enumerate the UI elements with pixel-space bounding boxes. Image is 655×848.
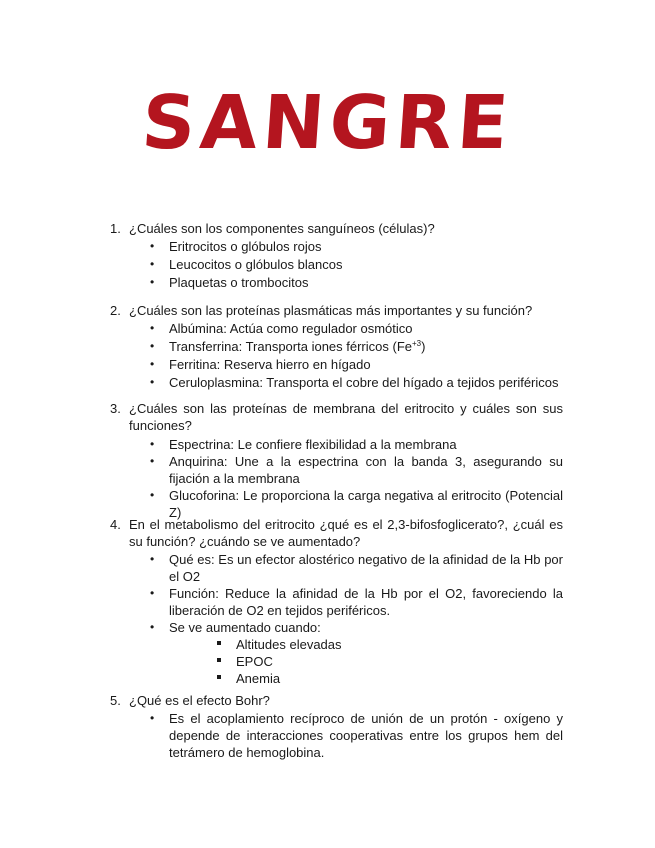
page-title: SANGRE <box>139 80 516 166</box>
question-number: 3. <box>110 401 121 416</box>
question-number: 4. <box>110 517 121 532</box>
list-item: • Albúmina: Actúa como regulador osmótico <box>150 321 413 336</box>
question-2 <box>110 302 563 391</box>
list-item: • Ceruloplasmina: Transporta el cobre del hígado a tejidos periféricos <box>150 375 559 390</box>
sub-list-item: Anemia <box>236 670 563 687</box>
list-item: • Plaquetas o trombocitos <box>150 275 309 290</box>
question-text: ¿Cuáles son los componentes sanguíneos (células)? <box>129 221 435 236</box>
list-item: • Es el acoplamiento recíproco de unión de un protón - oxígeno y depende de interacciones cooperativas entre los grupos hem del tetrámero de hemoglobina. <box>150 711 563 760</box>
list-item: • Eritrocitos o glóbulos rojos <box>150 239 322 254</box>
question-4 <box>110 516 563 687</box>
question-5 <box>110 692 563 761</box>
list-item: • Anquirina: Une a la espectrina con la banda 3, asegurando su fijación a la membrana <box>150 454 563 486</box>
list-item: • Ferritina: Reserva hierro en hígado <box>150 357 371 372</box>
question-text: ¿Cuáles son las proteínas plasmáticas más importantes y su función? <box>129 303 533 318</box>
sub-list-item: EPOC <box>236 653 563 670</box>
question-number: 2. <box>110 303 121 318</box>
list-item: • Espectrina: Le confiere flexibilidad a la membrana <box>150 437 457 452</box>
list-item: • Glucoforina: Le proporciona la carga negativa al eritrocito (Potencial Z) <box>150 488 563 520</box>
question-text: ¿Cuáles son las proteínas de membrana del eritrocito y cuáles son sus funciones? <box>129 401 563 433</box>
question-text: ¿Qué es el efecto Bohr? <box>129 693 270 708</box>
list-item: • Qué es: Es un efector alostérico negativo de la afinidad de la Hb por el O2 <box>150 552 563 584</box>
list-item: • Transferrina: Transporta iones férricos $(Fe^{+3})$ <box>150 339 426 354</box>
question-number: 1. <box>110 221 121 236</box>
question-text: En el metabolismo del eritrocito ¿qué es el 2,3-bifosfoglicerato?, ¿cuál es su función? ¿cuándo se ve aumentado? <box>129 517 563 549</box>
question-3 <box>110 400 563 521</box>
list-item: • Leucocitos o glóbulos blancos <box>150 257 343 272</box>
sub-list-item: Altitudes elevadas <box>236 636 563 653</box>
list-item: • Se ve aumentado cuando: <box>150 620 321 635</box>
question-1 <box>110 220 563 291</box>
list-item: • Función: Reduce la afinidad de la Hb por el O2, favoreciendo la liberación de O2 en tejidos periféricos. <box>150 586 563 618</box>
question-number: 5. <box>110 693 121 708</box>
